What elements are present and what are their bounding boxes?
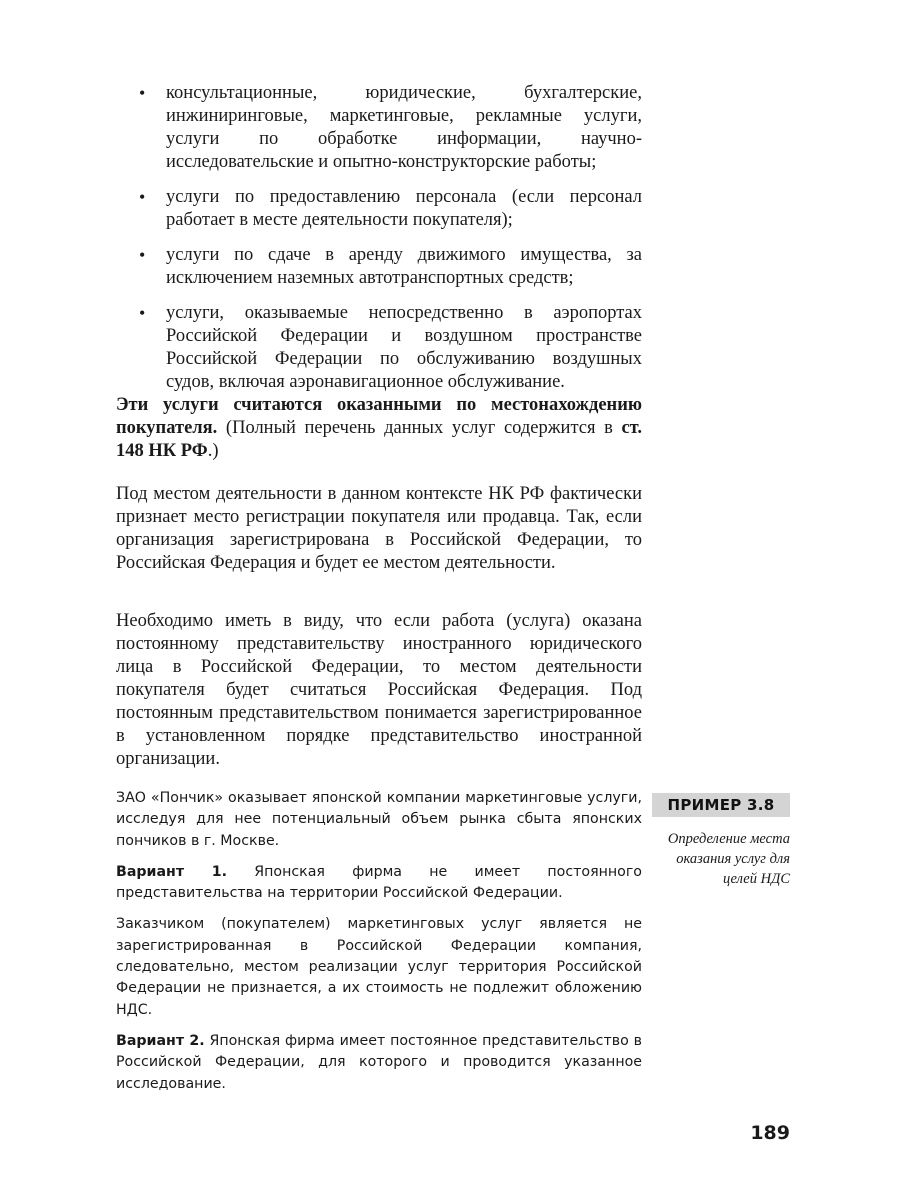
variant-label: Вариант 1. [116,863,228,880]
example-intro: ЗАО «Пончик» оказывает японской компании маркетинговые услуги, исследуя для нее потенциальный объем рынка сбыта японских пончиков в г. Москве. [116,790,642,849]
list-item [116,244,642,290]
list-item-text: услуги по предоставлению персонала (если персонал работает в месте деятельности покупателя); [166,187,642,230]
paragraph-services-location [116,394,642,463]
bullet-marker: • [139,245,146,265]
page-number: 189 [750,1122,790,1144]
example-sidebar [652,793,790,889]
paragraph-permanent-representation: Необходимо иметь в виду, что если работа (услуга) оказана постоянному представительству иностранного юридического лица в Российской Федерации, то местом деятельности покупателя будет считаться Российская Федерация. Под постоянным представительством понимается зарегистрированное в установленном порядке представительство иностранной организации. [116,611,642,769]
example-variant-2: Вариант 2. Японская фирма имеет постоянное представительство в Российской Федерации, для которого и проводится указанное исследование. [116,1032,642,1092]
list-item [116,302,642,394]
bold-lead: Эти услуги считаются оказанными по местонахождению покупателя. [116,395,642,438]
list-item-text: услуги по сдаче в аренду движимого имущества, за исключением наземных автотранспортных средств; [166,245,642,288]
bullet-marker: • [139,83,146,103]
list-item [116,186,642,232]
example-badge: ПРИМЕР 3.8 [652,793,790,817]
example-caption: Определение места оказания услуг для целей НДС [667,831,790,887]
list-item-text: услуги, оказываемые непосредственно в аэропортах Российской Федерации и воздушном пространстве Российской Федерации по обслуживанию воздушных судов, включая аэронавигационное обслуживание. [166,303,642,392]
bullet-marker: • [139,303,146,323]
example-body [116,788,642,1095]
list-item [116,82,642,174]
paragraph-place-of-activity: Под местом деятельности в данном контексте НК РФ фактически признает место регистрации покупателя или продавца. Так, если организация зарегистрирована в Российской Федерации, то Российская Федерация и будет ее местом деятельности. [116,484,642,573]
law-reference: ст. 148 НК РФ [116,418,642,461]
paragraph-text: .) [207,441,219,461]
list-item-text: консультационные, юридические, бухгалтерские, инжиниринговые, маркетинговые, рекламные услуги, услуги по обработке информации, научно-исследовательские и опытно-конструкторские работы; [166,83,642,172]
example-variant-1-explanation: Заказчиком (покупателем) маркетинговых услуг является не зарегистрированная в Российской Федерации компания, следовательно, местом реализации услуг территория Российской Федерации не признается, а их стоимость не подлежит обложению НДС. [116,916,642,1018]
bullet-list [116,82,642,406]
example-variant-1: Вариант 1. Японская фирма не имеет постоянного представительства на территории Российской Федерации. [116,863,642,902]
variant-label: Вариант 2. [116,1032,205,1049]
paragraph-text: (Полный перечень данных услуг содержится в [217,418,622,438]
bullet-marker: • [139,187,146,207]
